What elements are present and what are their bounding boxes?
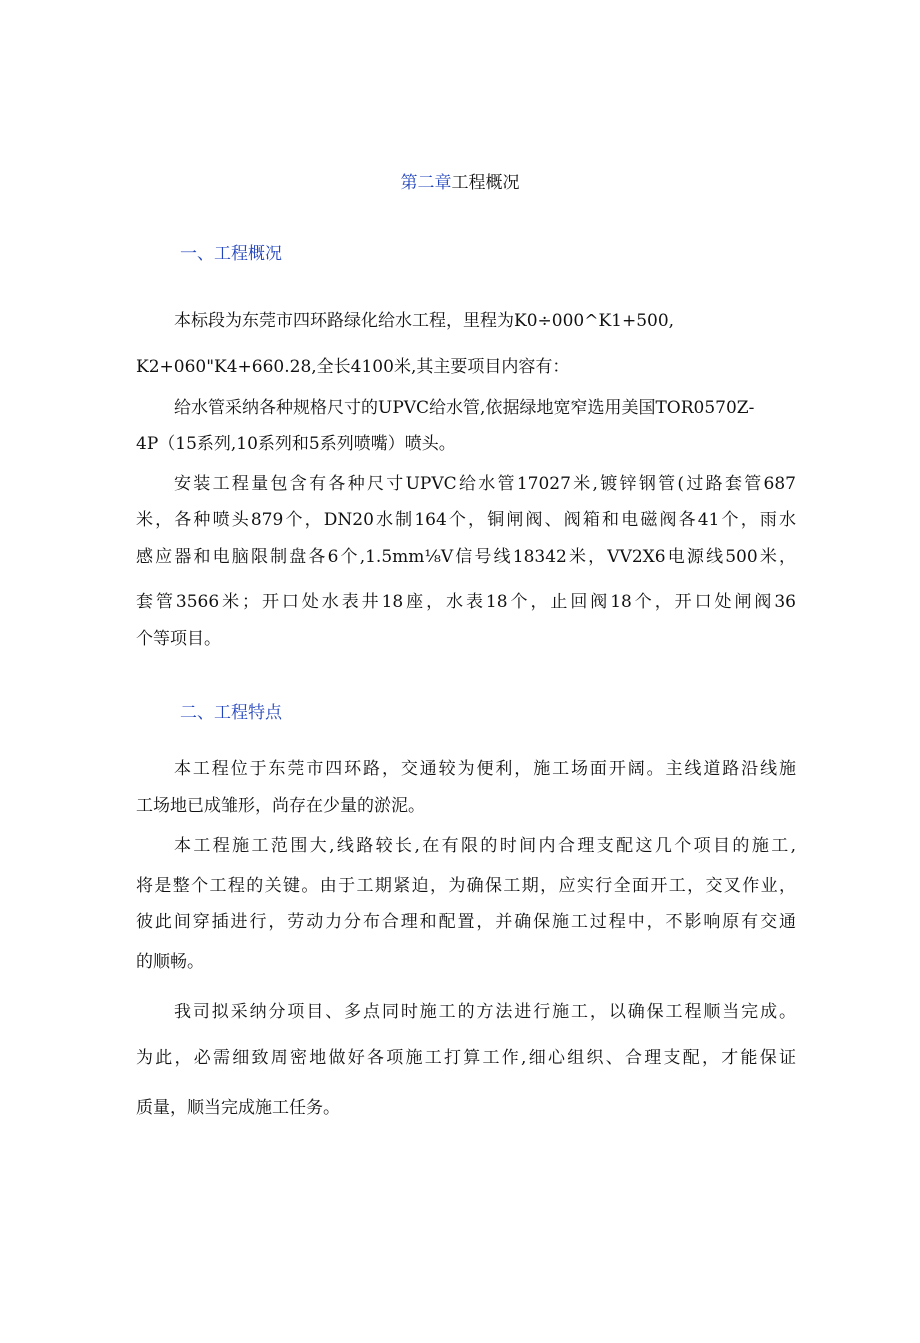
paragraph-line: 4P（15系列,10系列和5系列喷嘴）喷头。	[136, 434, 456, 454]
paragraph-line: 彼此间穿插进行，劳动力分布合理和配置，并确保施工过程中，不影响原有交通	[136, 912, 796, 932]
paragraph-line: 本标段为东莞市四环路绿化给水工程，里程为K0÷000^K1+500,	[174, 311, 675, 331]
chapter-title	[0, 171, 920, 195]
section-heading-features: 二、工程特点	[180, 703, 282, 723]
paragraph-line: 将是整个工程的关键。由于工期紧迫，为确保工期，应实行全面开工，交叉作业，	[136, 876, 796, 896]
paragraph-line: K2+060"K4+660.28,全长4100米,其主要项目内容有：	[136, 357, 570, 377]
chapter-title-prefix: 第二章	[400, 173, 452, 193]
paragraph-line: 给水管采纳各种规格尺寸的UPVC给水管,依据绿地宽窄选用美国TOR0570Z-	[174, 398, 755, 418]
paragraph-line: 米，各种喷头879个，DN20水制164个，铜闸阀、阀箱和电磁阀各41个，雨水	[136, 510, 796, 530]
paragraph-line: 为此，必需细致周密地做好各项施工打算工作,细心组织、合理支配，才能保证	[136, 1048, 796, 1068]
paragraph-line: 本工程位于东莞市四环路，交通较为便利，施工场面开阔。主线道路沿线施	[174, 759, 796, 779]
paragraph-line: 个等项目。	[136, 629, 221, 649]
paragraph-line: 我司拟采纳分项目、多点同时施工的方法进行施工，以确保工程顺当完成。	[174, 1002, 796, 1022]
paragraph-line: 工场地已成雏形，尚存在少量的淤泥。	[136, 796, 425, 816]
chapter-title-rest: 工程概况	[451, 173, 520, 193]
paragraph-line: 套管3566米；开口处水表井18座，水表18个，止回阀18个，开口处闸阀36	[136, 592, 796, 612]
paragraph-line: 质量，顺当完成施工任务。	[136, 1098, 340, 1118]
paragraph-line: 本工程施工范围大,线路较长,在有限的时间内合理支配这几个项目的施工,	[174, 836, 796, 856]
section-heading-overview: 一、工程概况	[180, 244, 282, 264]
paragraph-line: 的顺畅。	[136, 952, 204, 972]
paragraph-line: 感应器和电脑限制盘各6个,1.5mm⅛V信号线18342米，VV2X6电源线500米，	[136, 547, 796, 567]
paragraph-line: 安装工程量包含有各种尺寸UPVC给水管17027米,镀锌钢管(过路套管687	[174, 474, 796, 494]
